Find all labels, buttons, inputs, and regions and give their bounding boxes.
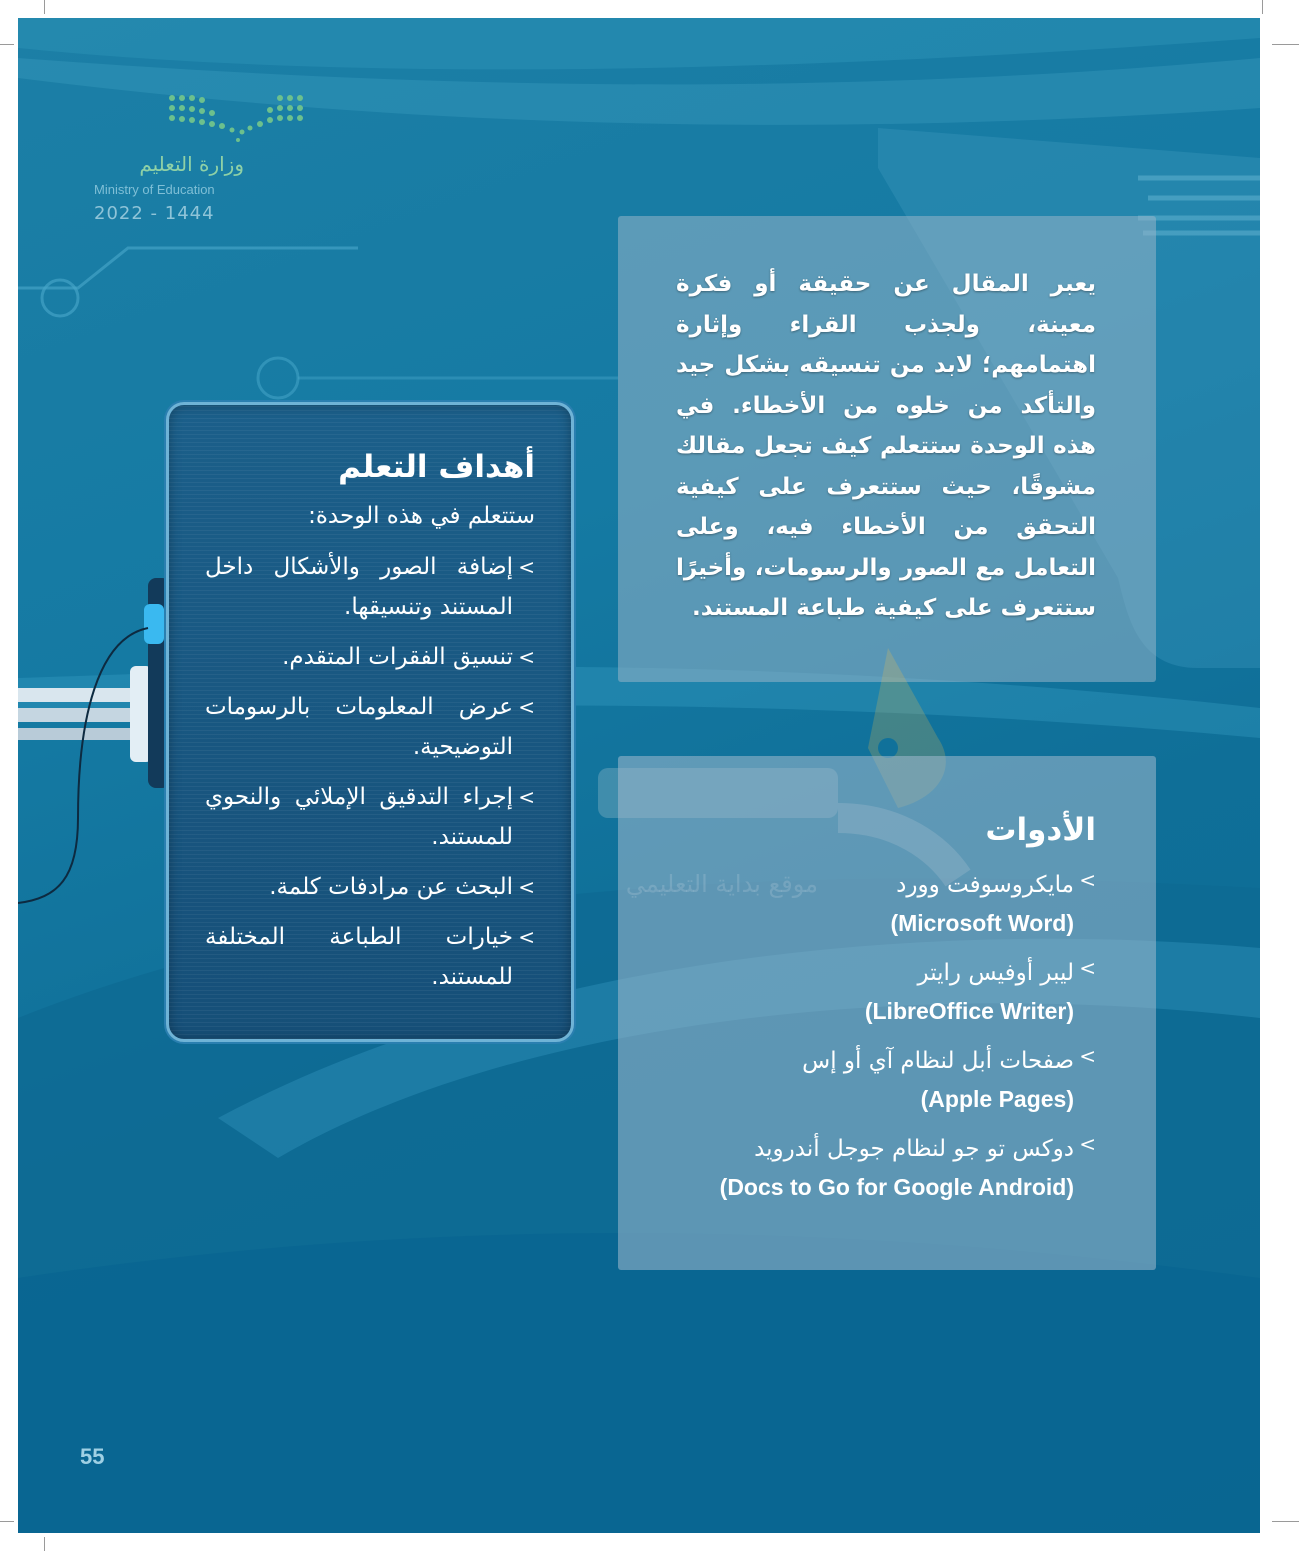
chevron-right-icon: >: [1079, 1132, 1096, 1156]
intro-box: [618, 216, 1156, 682]
crop-mark: [44, 1537, 45, 1551]
list-item: [205, 777, 535, 857]
ministry-logo: [94, 90, 264, 250]
goal-text: عرض المعلومات بالرسومات التوضيحية.: [205, 694, 513, 760]
learning-goals-panel: [166, 402, 574, 1042]
list-item: [656, 1042, 1096, 1118]
goal-text: إضافة الصور والأشكال داخل المستند وتنسيقها.: [205, 554, 513, 620]
chevron-right-icon: >: [518, 695, 535, 719]
crop-mark: [1272, 1521, 1299, 1522]
list-item: [656, 1130, 1096, 1206]
chevron-right-icon: >: [1079, 956, 1096, 980]
goals-title: أهداف التعلم: [338, 449, 535, 485]
crop-mark: [1262, 0, 1263, 14]
chevron-right-icon: >: [518, 875, 535, 899]
tool-name-en: (Microsoft Word): [890, 910, 1074, 936]
goal-text: خيارات الطباعة المختلفة للمستند.: [205, 924, 513, 990]
page-number: 55: [80, 1444, 105, 1469]
tool-name-en: (Docs to Go for Google Android): [719, 1174, 1074, 1200]
goals-subtitle: ستتعلم في هذه الوحدة:: [308, 503, 535, 529]
tool-name-ar: صفحات أبل لنظام آي أو إس: [802, 1048, 1074, 1074]
crop-mark: [1272, 44, 1299, 45]
tool-name-en: (LibreOffice Writer): [864, 998, 1074, 1024]
list-item: [656, 866, 1096, 942]
logo-dots-icon: [166, 92, 316, 144]
list-item: [205, 867, 535, 907]
chevron-right-icon: >: [518, 785, 535, 809]
intro-paragraph: يعبر المقال عن حقيقة أو فكرة معينة، ولجذب القراء وإثارة اهتمامهم؛ لابد من تنسيقه بشكل جيد والتأكد من خلوه من الأخطاء. في هذه الوحدة ستتعلم كيف تجعل مقالك مشوقًا، حيث ستتعرف على كيفية التحقق من الأخطاء فيه، وعلى التعامل مع الصور والرسومات، وأخيرًا ستتعرف على كيفية طباعة المستند.: [676, 271, 1096, 621]
goal-text: إجراء التدقيق الإملائي والنحوي للمستند.: [205, 784, 513, 850]
crop-mark: [0, 1521, 14, 1522]
ministry-name-ar: وزارة التعليم: [139, 152, 244, 176]
edition-year: 2022 - 1444: [94, 203, 215, 224]
list-item: [205, 687, 535, 767]
tools-list: [656, 866, 1096, 1206]
goal-text: البحث عن مرادفات كلمة.: [269, 874, 513, 900]
goal-text: تنسيق الفقرات المتقدم.: [282, 644, 513, 670]
chevron-right-icon: >: [518, 555, 535, 579]
tool-name-ar: مايكروسوفت وورد: [896, 872, 1074, 898]
tool-name-ar: ليبر أوفيس رايتر: [917, 960, 1074, 986]
tools-panel: [618, 756, 1156, 1270]
chevron-right-icon: >: [518, 645, 535, 669]
crop-mark: [0, 44, 14, 45]
goals-list: [205, 547, 535, 997]
tool-name-ar: دوكس تو جو لنظام جوجل أندرويد: [754, 1136, 1074, 1162]
chevron-right-icon: >: [1079, 868, 1096, 892]
page: [18, 18, 1260, 1533]
list-item: [656, 954, 1096, 1030]
list-item: [205, 637, 535, 677]
chevron-right-icon: >: [1079, 1044, 1096, 1068]
tools-title: الأدوات: [985, 812, 1096, 848]
ministry-name-en: Ministry of Education: [94, 182, 215, 197]
tool-name-en: (Apple Pages): [920, 1086, 1074, 1112]
list-item: [205, 917, 535, 997]
list-item: [205, 547, 535, 627]
crop-mark: [44, 0, 45, 14]
chevron-right-icon: >: [518, 925, 535, 949]
